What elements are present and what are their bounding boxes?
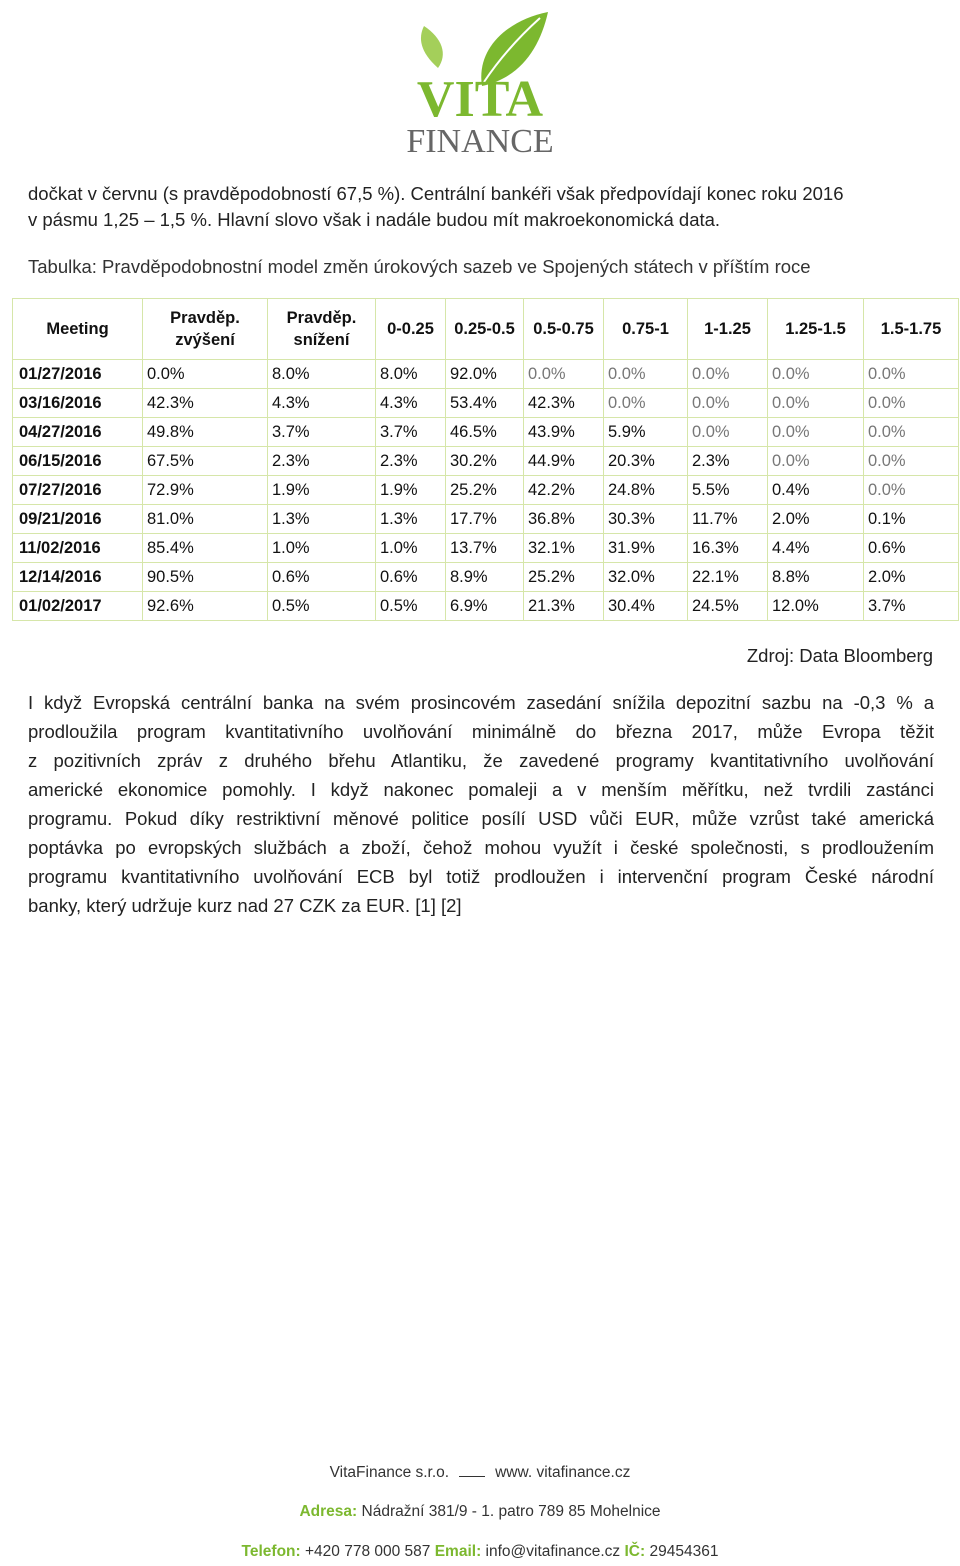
source-note: Zdroj: Data Bloomberg (746, 645, 933, 666)
footer-address-line (0, 1503, 960, 1521)
table-cell: 8.0% (268, 360, 376, 389)
body-line: programu kvantitativního uvolňování ECB byl totiž prodloužen i intervenční program České národní (28, 866, 934, 887)
body-paragraph (28, 688, 934, 920)
table-cell: 0.0% (864, 418, 959, 447)
leaf-logo-icon (380, 8, 580, 158)
table-cell: 25.2% (446, 476, 524, 505)
footer-company-line (0, 1464, 960, 1482)
meeting-date-cell: 07/27/2016 (13, 476, 143, 505)
meeting-date-cell: 12/14/2016 (13, 563, 143, 592)
table-cell: 11.7% (688, 505, 768, 534)
table-cell: 24.8% (604, 476, 688, 505)
table-cell: 30.2% (446, 447, 524, 476)
table-cell: 0.0% (768, 360, 864, 389)
table-cell: 46.5% (446, 418, 524, 447)
header-range: 1-1.25 (688, 299, 768, 360)
table-cell: 0.0% (768, 389, 864, 418)
table-cell: 1.3% (268, 505, 376, 534)
table-row (13, 563, 959, 592)
table-cell: 30.4% (604, 592, 688, 621)
meeting-date-cell: 01/27/2016 (13, 360, 143, 389)
table-cell: 0.0% (524, 360, 604, 389)
header-increase (143, 299, 268, 360)
table-cell: 25.2% (524, 563, 604, 592)
table-cell: 3.7% (268, 418, 376, 447)
table-cell: 0.4% (768, 476, 864, 505)
table-cell: 1.3% (376, 505, 446, 534)
table-cell: 0.0% (864, 360, 959, 389)
table-cell: 4.3% (268, 389, 376, 418)
table-cell: 2.0% (864, 563, 959, 592)
intro-paragraph (28, 181, 938, 233)
table-cell: 31.9% (604, 534, 688, 563)
table-cell: 3.7% (864, 592, 959, 621)
header-range: 0-0.25 (376, 299, 446, 360)
table-cell: 0.5% (268, 592, 376, 621)
header-range: 0.5-0.75 (524, 299, 604, 360)
svg-text:VITA: VITA (416, 71, 544, 128)
table-row (13, 534, 959, 563)
table-cell: 17.7% (446, 505, 524, 534)
footer-separator (459, 1464, 485, 1477)
table-cell: 42.3% (143, 389, 268, 418)
table-row (13, 389, 959, 418)
footer-contact-line (0, 1543, 960, 1561)
footer-address-label: Adresa: (299, 1503, 358, 1520)
table-cell: 0.0% (768, 447, 864, 476)
meeting-date-cell: 04/27/2016 (13, 418, 143, 447)
table-cell: 0.0% (688, 360, 768, 389)
meeting-date-cell: 11/02/2016 (13, 534, 143, 563)
table-cell: 32.1% (524, 534, 604, 563)
table-cell: 53.4% (446, 389, 524, 418)
table-cell: 49.8% (143, 418, 268, 447)
table-cell: 42.2% (524, 476, 604, 505)
table-cell: 0.0% (768, 418, 864, 447)
table-cell: 0.5% (376, 592, 446, 621)
table-cell: 13.7% (446, 534, 524, 563)
intro-line: v pásmu 1,25 – 1,5 %. Hlavní slovo však i nadále budou mít makroekonomická data. (28, 209, 721, 230)
table-header-row (13, 299, 959, 360)
header-range: 1.5-1.75 (864, 299, 959, 360)
table-cell: 8.8% (768, 563, 864, 592)
vita-finance-logo (380, 8, 580, 158)
table-cell: 1.9% (268, 476, 376, 505)
header-decrease (268, 299, 376, 360)
table-cell: 0.0% (143, 360, 268, 389)
header-increase-line1: Pravděp. (170, 309, 240, 327)
header-range: 0.25-0.5 (446, 299, 524, 360)
table-cell: 0.0% (864, 389, 959, 418)
table-cell: 20.3% (604, 447, 688, 476)
header-range: 0.75-1 (604, 299, 688, 360)
header-range: 1.25-1.5 (768, 299, 864, 360)
table-cell: 44.9% (524, 447, 604, 476)
intro-line: dočkat v červnu (s pravděpodobností 67,5 %). Centrální bankéři však předpovídají konec roku 2016 (28, 183, 844, 204)
table-caption: Tabulka: Pravděpodobnostní model změn úrokových sazeb ve Spojených státech v příštím roce (28, 256, 811, 277)
table-cell: 22.1% (688, 563, 768, 592)
table-cell: 30.3% (604, 505, 688, 534)
table-cell: 0.1% (864, 505, 959, 534)
table-cell: 2.0% (768, 505, 864, 534)
footer-phone[interactable]: +420 778 000 587 (304, 1543, 431, 1560)
meeting-date-cell: 03/16/2016 (13, 389, 143, 418)
table-cell: 1.0% (268, 534, 376, 563)
body-line: z pozitivních zpráv z druhého břehu Atlantiku, že zavedené programy kvantitativního uvolňování (28, 750, 934, 771)
footer-phone-label: Telefon: (241, 1543, 301, 1560)
table-cell: 36.8% (524, 505, 604, 534)
table-cell: 2.3% (376, 447, 446, 476)
footer-email-link[interactable]: info@vitafinance.cz (485, 1543, 621, 1560)
table-row (13, 360, 959, 389)
body-line: prodloužila program kvantitativního uvolňování minimálně do března 2017, může Evropa těžit (28, 721, 934, 742)
table-row (13, 505, 959, 534)
meeting-date-cell: 06/15/2016 (13, 447, 143, 476)
table-cell: 0.0% (864, 447, 959, 476)
body-line: poptávka po evropských službách a zboží, čehož mohou využít i české společnosti, s prodloužením (28, 837, 934, 858)
table-cell: 4.3% (376, 389, 446, 418)
table-cell: 0.0% (688, 389, 768, 418)
table-cell: 0.6% (376, 563, 446, 592)
table-cell: 5.9% (604, 418, 688, 447)
table-cell: 12.0% (768, 592, 864, 621)
table-cell: 1.9% (376, 476, 446, 505)
body-line: americké ekonomice pomohly. I když nakonec pomaleji a v menším měřítku, než tvrdili zastánci (28, 779, 934, 800)
table-cell: 0.0% (688, 418, 768, 447)
table-cell: 0.0% (864, 476, 959, 505)
table-cell: 43.9% (524, 418, 604, 447)
table-row (13, 418, 959, 447)
body-line: I když Evropská centrální banka na svém prosincovém zasedání snížila depozitní sazbu na -0,3 % a (28, 692, 934, 713)
table-cell: 24.5% (688, 592, 768, 621)
header-decrease-line2: snížení (293, 331, 350, 349)
table-cell: 4.4% (768, 534, 864, 563)
table-row (13, 476, 959, 505)
footer-address: Nádražní 381/9 - 1. patro 789 85 Mohelnice (361, 1503, 661, 1520)
footer-ic-label: IČ: (624, 1543, 646, 1560)
table-cell: 16.3% (688, 534, 768, 563)
header-meeting: Meeting (13, 299, 143, 360)
table-cell: 92.6% (143, 592, 268, 621)
table-cell: 0.6% (864, 534, 959, 563)
table-row (13, 447, 959, 476)
table-cell: 1.0% (376, 534, 446, 563)
footer-company: VitaFinance s.r.o. (329, 1464, 450, 1481)
footer-email-label: Email: (434, 1543, 482, 1560)
table-cell: 85.4% (143, 534, 268, 563)
table-cell: 32.0% (604, 563, 688, 592)
table-cell: 90.5% (143, 563, 268, 592)
body-line: banky, který udržuje kurz nad 27 CZK za EUR. [1] [2] (28, 895, 462, 916)
meeting-date-cell: 01/02/2017 (13, 592, 143, 621)
table-cell: 2.3% (688, 447, 768, 476)
header-decrease-line1: Pravděp. (286, 309, 357, 327)
table-cell: 3.7% (376, 418, 446, 447)
table-cell: 81.0% (143, 505, 268, 534)
table-cell: 67.5% (143, 447, 268, 476)
footer-web-link[interactable]: www. vitafinance.cz (495, 1464, 631, 1481)
table-cell: 5.5% (688, 476, 768, 505)
table-cell: 6.9% (446, 592, 524, 621)
meeting-date-cell: 09/21/2016 (13, 505, 143, 534)
table-cell: 0.0% (604, 360, 688, 389)
table-cell: 8.9% (446, 563, 524, 592)
table-cell: 8.0% (376, 360, 446, 389)
table-cell: 42.3% (524, 389, 604, 418)
table-cell: 92.0% (446, 360, 524, 389)
rate-probability-table (12, 298, 959, 621)
table-row (13, 592, 959, 621)
table-cell: 21.3% (524, 592, 604, 621)
svg-text:FINANCE: FINANCE (406, 123, 554, 158)
footer-ic: 29454361 (649, 1543, 719, 1560)
table-cell: 2.3% (268, 447, 376, 476)
header-increase-line2: zvýšení (175, 331, 235, 349)
table-cell: 0.0% (604, 389, 688, 418)
body-line: programu. Pokud díky restriktivní měnové politice posílí USD vůči EUR, může vzrůst také americká (28, 808, 934, 829)
table-cell: 0.6% (268, 563, 376, 592)
table-cell: 72.9% (143, 476, 268, 505)
